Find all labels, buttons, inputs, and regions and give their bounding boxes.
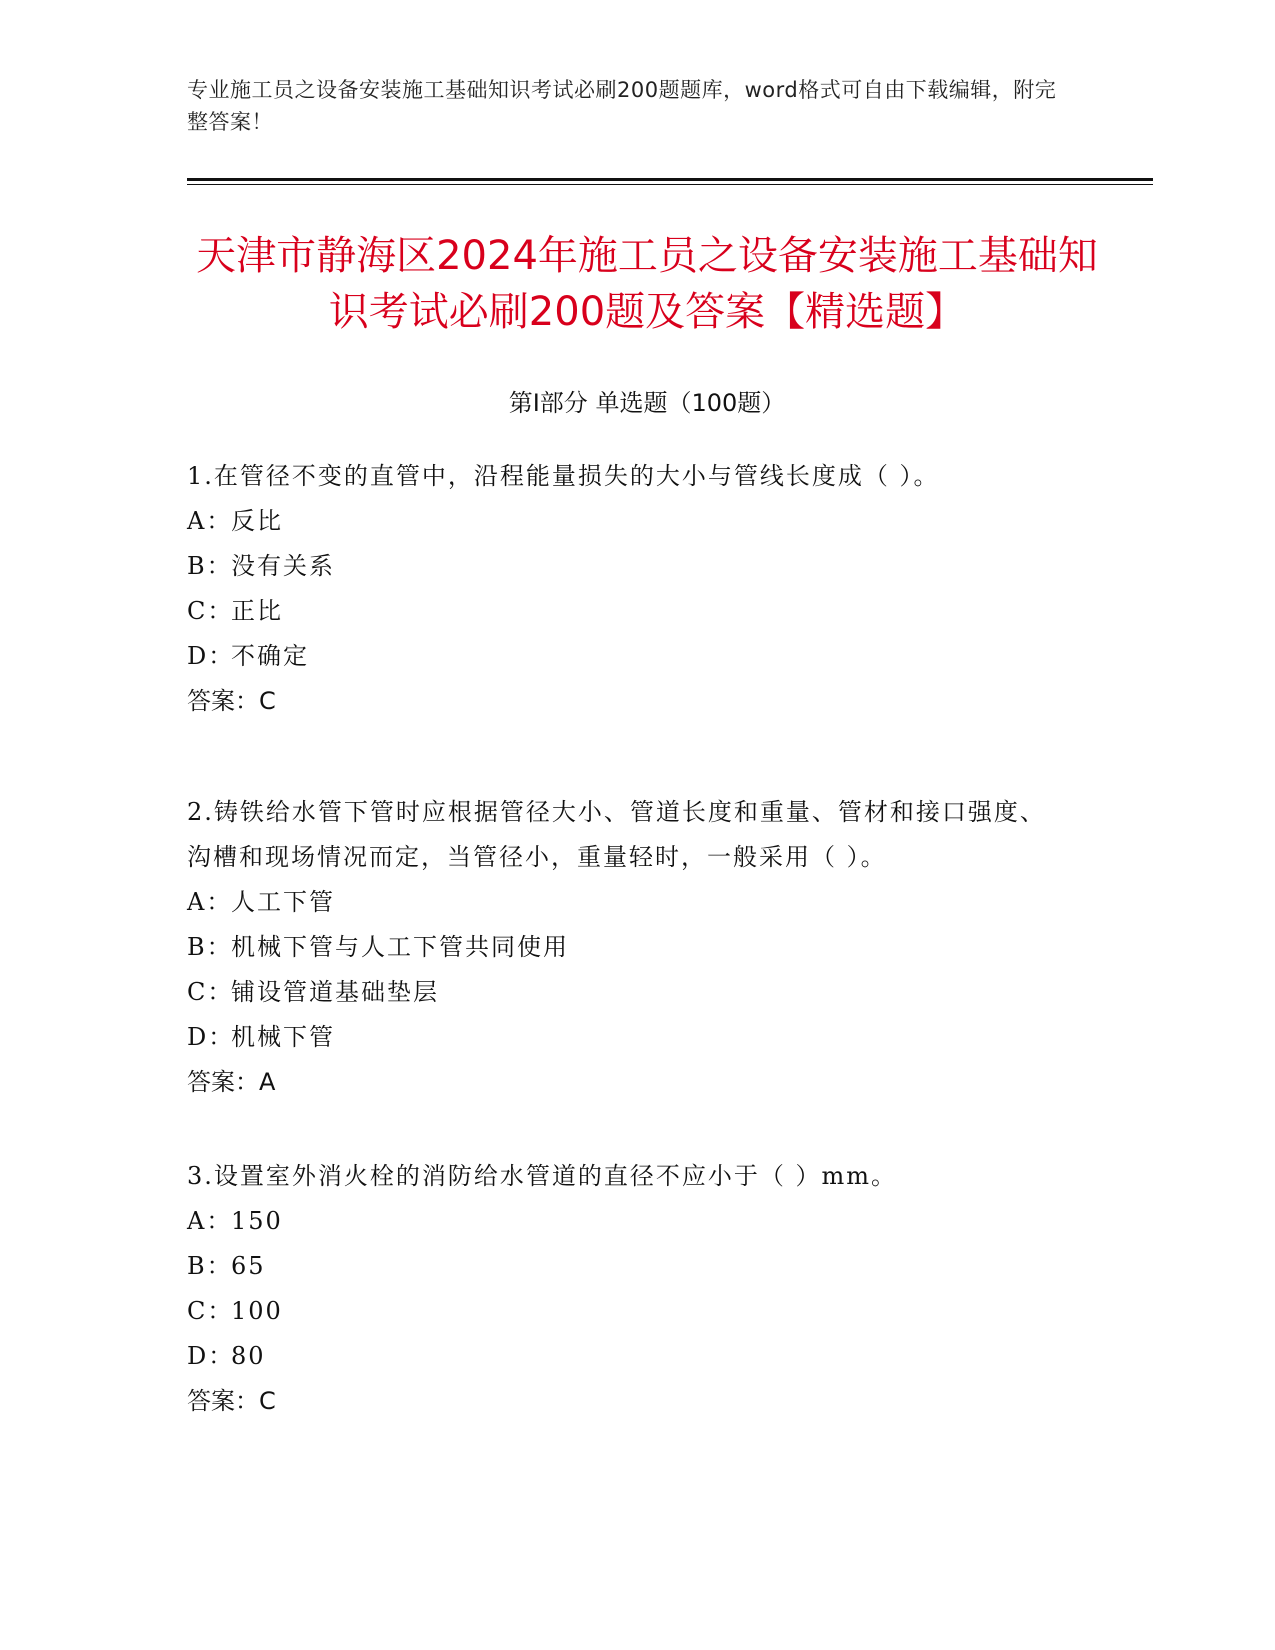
option-letter: B： [187, 1252, 233, 1280]
question-1 [187, 454, 1067, 724]
option-letter: C： [187, 1297, 234, 1325]
option-text: 铺设管道基础垫层 [231, 978, 439, 1006]
option-letter: A： [187, 507, 233, 535]
option-text: 150 [231, 1207, 283, 1235]
section-title: 第Ⅰ部分 单选题（100题） [508, 389, 786, 417]
option-c [187, 1289, 1067, 1334]
option-b [187, 1244, 1067, 1289]
option-text: 100 [231, 1297, 283, 1325]
option-a [187, 1199, 1067, 1244]
answer: 答案：C [187, 1387, 276, 1415]
header-note: 专业施工员之设备安装施工基础知识考试必刷200题题库，word格式可自由下载编辑，附完整答案！ [187, 78, 1057, 134]
option-letter: C： [187, 597, 234, 625]
option-text: 没有关系 [231, 552, 335, 580]
option-letter: A： [187, 888, 233, 916]
answer: 答案：C [187, 687, 276, 715]
document-title: 天津市静海区2024年施工员之设备安装施工基础知识考试必刷200题及答案【精选题】 [196, 233, 1098, 335]
option-d [187, 1334, 1067, 1379]
option-text: 65 [231, 1252, 266, 1280]
option-letter: D： [187, 642, 235, 670]
option-text: 人工下管 [231, 888, 335, 916]
answer: 答案：A [187, 1068, 276, 1096]
option-d [187, 1015, 1067, 1060]
header-divider-thick [187, 178, 1153, 181]
option-d [187, 634, 1067, 679]
option-b [187, 544, 1067, 589]
question-stem: 1.在管径不变的直管中，沿程能量损失的大小与管线长度成（ ）。 [187, 462, 940, 490]
header-divider-thin [187, 184, 1153, 185]
question-stem: 2.铸铁给水管下管时应根据管径大小、管道长度和重量、管材和接口强度、沟槽和现场情况而定，当管径小，重量轻时，一般采用（ ）。 [187, 798, 1046, 871]
option-letter: D： [187, 1023, 235, 1051]
option-text: 正比 [231, 597, 283, 625]
question-3 [187, 1154, 1067, 1424]
option-c [187, 970, 1067, 1015]
option-letter: C： [187, 978, 234, 1006]
question-stem: 3.设置室外消火栓的消防给水管道的直径不应小于（ ）mm。 [187, 1162, 898, 1190]
option-a [187, 499, 1067, 544]
option-b [187, 925, 1067, 970]
option-text: 机械下管 [231, 1023, 335, 1051]
option-a [187, 880, 1067, 925]
option-letter: B： [187, 552, 233, 580]
question-2 [187, 790, 1067, 1105]
option-letter: B： [187, 933, 233, 961]
option-text: 80 [231, 1342, 266, 1370]
option-c [187, 589, 1067, 634]
option-text: 机械下管与人工下管共同使用 [231, 933, 569, 961]
option-text: 反比 [231, 507, 283, 535]
option-text: 不确定 [231, 642, 309, 670]
option-letter: A： [187, 1207, 233, 1235]
option-letter: D： [187, 1342, 235, 1370]
